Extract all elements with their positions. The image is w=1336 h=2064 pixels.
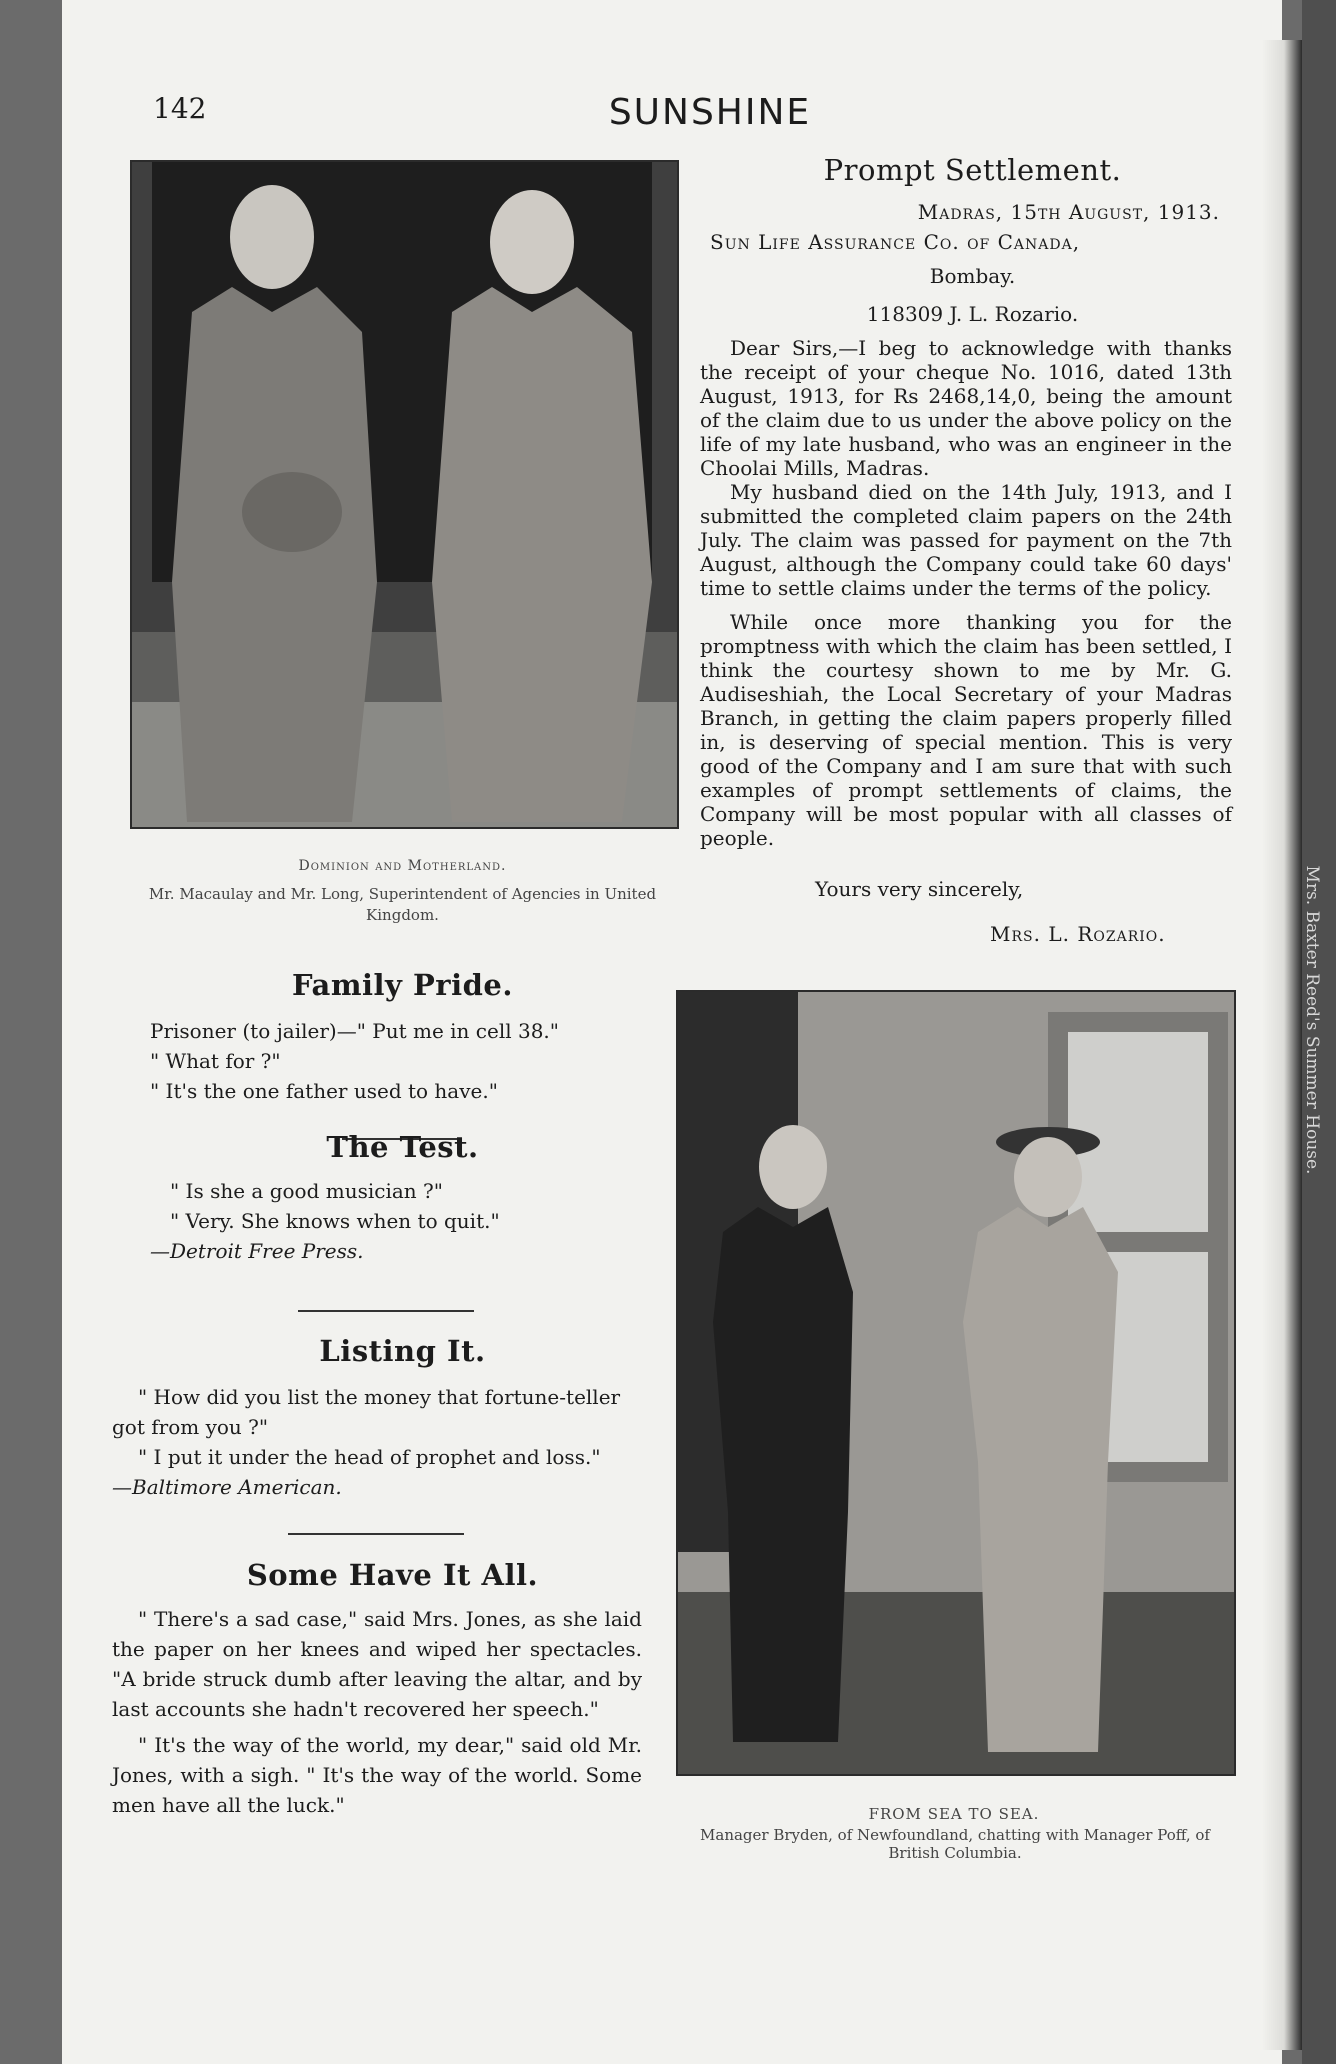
letter-reference: 118309 J. L. Rozario. xyxy=(866,302,1079,326)
photo-top-caption-text: Mr. Macaulay and Mr. Long, Superintendent of Agencies in United Kingdom. xyxy=(148,885,657,924)
section-divider xyxy=(288,1533,464,1535)
photo-top-caption-title: Dominion and Motherland. xyxy=(298,858,507,874)
some-have-it-all-para-2: " It's the way of the world, my dear," said old Mr. Jones, with a sigh. " It's the way of the world. Some men have all the luck." xyxy=(112,1733,642,1817)
family-pride-line-2: " What for ?" xyxy=(150,1049,281,1073)
some-have-it-all-heading: Some Have It All. xyxy=(246,1558,539,1592)
page-gutter xyxy=(1262,40,1302,2050)
letter-signature: Mrs. L. Rozario. xyxy=(990,922,1166,946)
letter-paragraph-3: While once more thanking you for the promptness with which the claim has been settled, I think the courtesy shown to me by Mr. G. Audiseshiah, the Local Secretary of your Madras Branch, in getting the claim papers properly filled in, is deserving of special mention. This is very good of the Company and I am sure that with such examples of prompt settlements of claims, the Company will be most popular with all classes of people. xyxy=(700,610,1232,850)
family-pride-line-3: " It's the one father used to have." xyxy=(150,1079,498,1103)
page-number: 142 xyxy=(153,92,207,125)
the-test-source: —Detroit Free Press. xyxy=(150,1239,364,1263)
letter-body xyxy=(700,336,1232,850)
photo-bottom-caption-title: FROM SEA TO SEA. xyxy=(868,1805,1040,1823)
letter-paragraph-2: My husband died on the 14th July, 1913, and I submitted the completed claim papers on the 24th July. The claim was passed for payment on the 7th August, although the Company could take 60 days' time to settle claims under the terms of the policy. xyxy=(700,480,1232,600)
adjacent-page-caption: Mrs. Baxter Reed's Summer House. xyxy=(1302,865,1322,1175)
some-have-it-all-para-1: " There's a sad case," said Mrs. Jones, as she laid the paper on her knees and wiped her spectacles. "A bride struck dumb after leaving the altar, and by last accounts she hadn't recovered her speech." xyxy=(112,1607,642,1721)
masthead: SUNSHINE xyxy=(608,92,812,133)
listing-it-line-1: " How did you list the money that fortune-teller got from you ?" xyxy=(112,1385,621,1439)
letter-heading: Prompt Settlement. xyxy=(823,153,1122,187)
letter-addressee-city: Bombay. xyxy=(929,264,1016,288)
the-test-body xyxy=(150,1176,670,1266)
the-test-line-2: " Very. She knows when to quit." xyxy=(170,1209,500,1233)
family-pride-heading: Family Pride. xyxy=(292,968,513,1002)
letter-addressee-company: Sun Life Assurance Co. of Canada, xyxy=(710,230,1081,254)
family-pride-line-1: Prisoner (to jailer)—" Put me in cell 38." xyxy=(150,1019,559,1043)
some-have-it-all-body xyxy=(112,1604,642,1820)
letter-dateline: Madras, 15th August, 1913. xyxy=(917,200,1220,224)
the-test-heading: The Test. xyxy=(326,1130,479,1164)
section-divider xyxy=(298,1310,474,1312)
photo-dominion-and-motherland xyxy=(130,160,679,829)
listing-it-heading: Listing It. xyxy=(319,1334,486,1368)
listing-it-line-2: " I put it under the head of prophet and loss." xyxy=(138,1445,601,1469)
the-test-line-1: " Is she a good musician ?" xyxy=(170,1179,443,1203)
listing-it-body xyxy=(112,1382,650,1502)
letter-closing: Yours very sincerely, xyxy=(815,877,1024,901)
listing-it-source: —Baltimore American. xyxy=(112,1475,342,1499)
photo-bottom-caption-text: Manager Bryden, of Newfoundland, chatting with Manager Poff, of British Columbia. xyxy=(700,1826,1210,1862)
photo-from-sea-to-sea xyxy=(676,990,1236,1776)
family-pride-body xyxy=(150,1016,670,1106)
letter-paragraph-1: Dear Sirs,—I beg to acknowledge with thanks the receipt of your cheque No. 1016, dated 13th August, 1913, for Rs 2468,14,0, being the amount of the claim due to us under the above policy on the life of my late husband, who was an engineer in the Choolai Mills, Madras. xyxy=(700,336,1232,480)
